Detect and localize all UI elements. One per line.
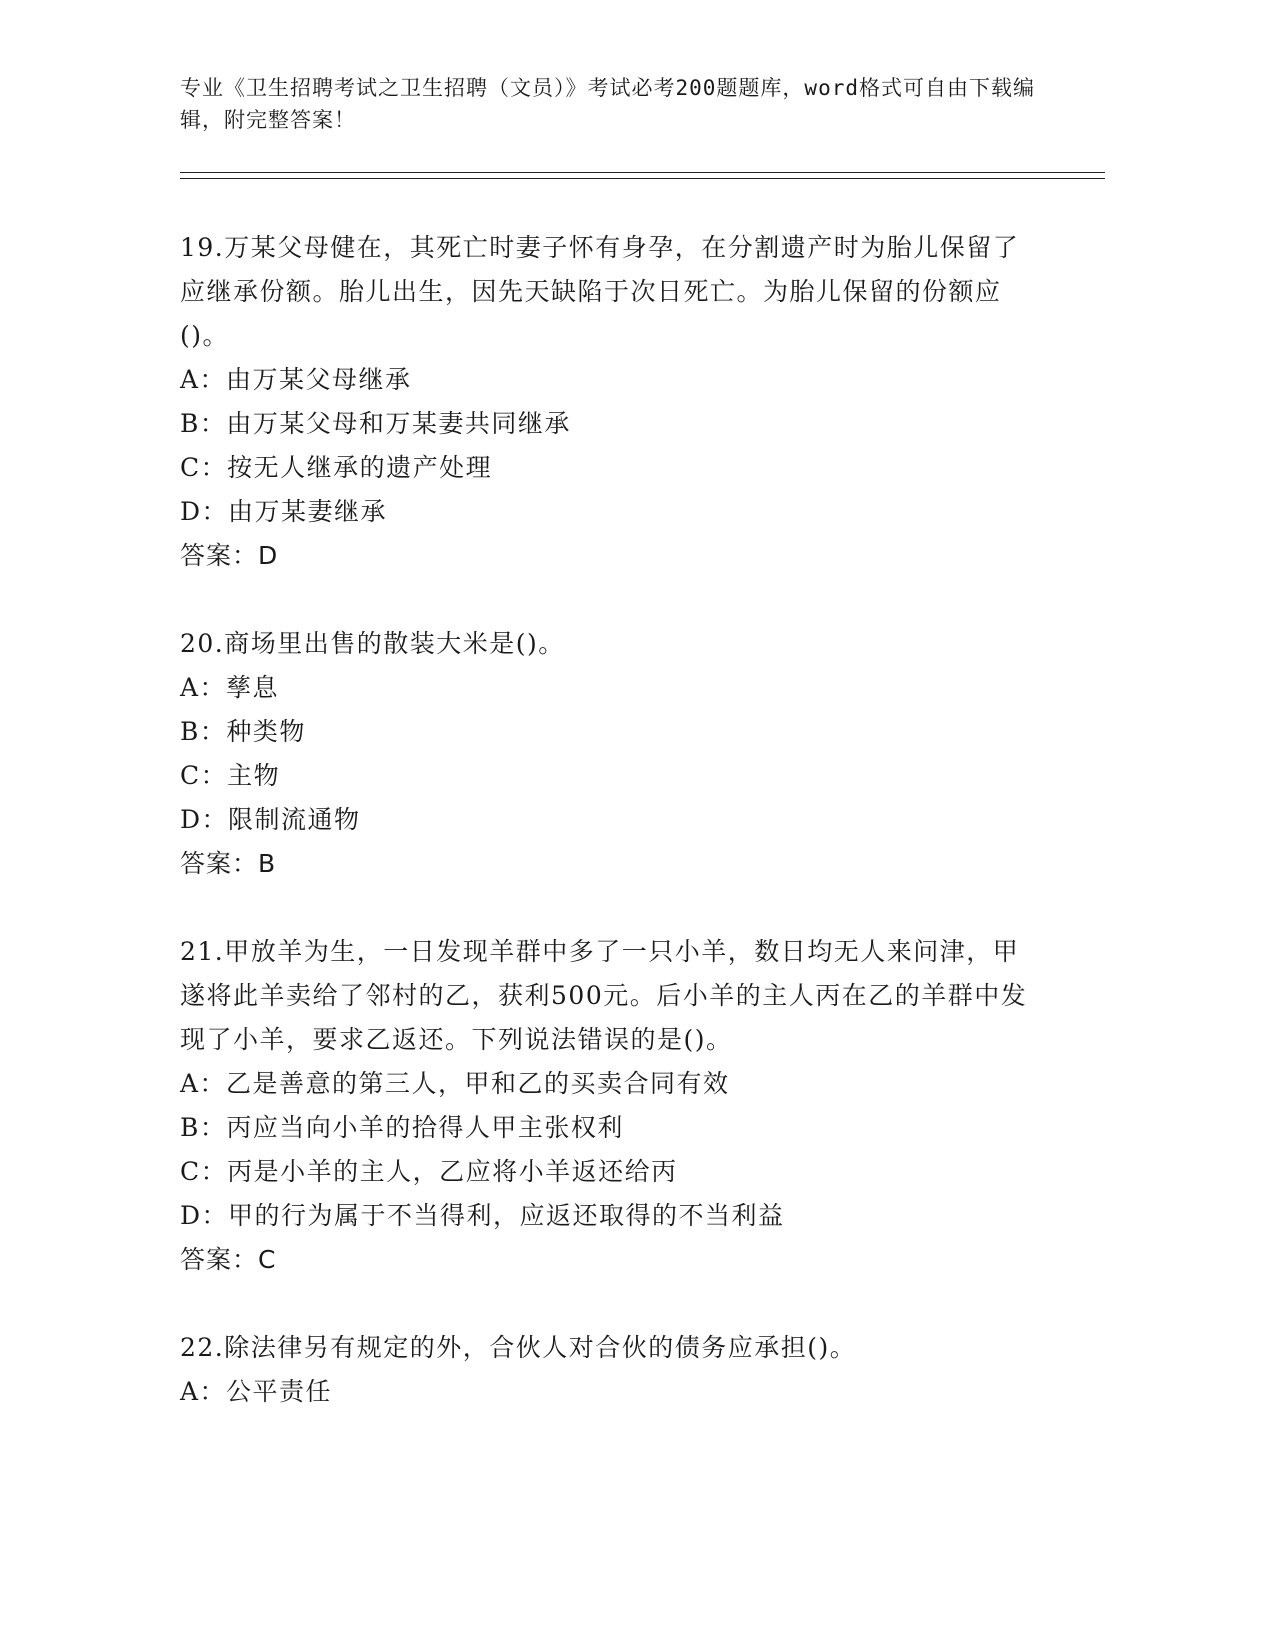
question-22: [180, 1326, 1105, 1414]
answer-line: 答案：C: [180, 1245, 277, 1274]
question-list: [180, 226, 1105, 1458]
question-20: [180, 622, 1105, 886]
option-c: C：丙是小羊的主人，乙应将小羊返还给丙: [180, 1157, 678, 1186]
answer-line: 答案：D: [180, 541, 279, 570]
option-a: A：公平责任: [180, 1377, 333, 1406]
option-a: A：孳息: [180, 673, 280, 702]
header-rule-bottom: [180, 178, 1105, 179]
option-b: B：由万某父母和万某妻共同继承: [180, 409, 571, 438]
option-b: B：种类物: [180, 717, 306, 746]
option-b: B：丙应当向小羊的拾得人甲主张权利: [180, 1113, 624, 1142]
option-a: A：乙是善意的第三人，甲和乙的买卖合同有效: [180, 1069, 730, 1098]
question-19: [180, 226, 1105, 578]
question-text: 22.除法律另有规定的外，合伙人对合伙的债务应承担()。: [180, 1333, 857, 1362]
option-d: D：限制流通物: [180, 805, 361, 834]
question-text: 21.甲放羊为生，一日发现羊群中多了一只小羊，数日均无人来问津，甲遂将此羊卖给了邻村的乙，获利500元。后小羊的主人丙在乙的羊群中发现了小羊，要求乙返还。下列说法错误的是()。: [180, 937, 1028, 1054]
option-c: C：按无人继承的遗产处理: [180, 453, 493, 482]
question-text: 19.万某父母健在，其死亡时妻子怀有身孕，在分割遗产时为胎儿保留了应继承份额。胎儿出生，因先天缺陷于次日死亡。为胎儿保留的份额应()。: [180, 233, 1020, 350]
answer-line: 答案：B: [180, 849, 277, 878]
option-c: C：主物: [180, 761, 281, 790]
option-a: A：由万某父母继承: [180, 365, 412, 394]
option-d: D：由万某妻继承: [180, 497, 388, 526]
question-21: [180, 930, 1105, 1282]
header-rule-top: [180, 172, 1105, 173]
question-text: 20.商场里出售的散装大米是()。: [180, 629, 565, 658]
document-header: 专业《卫生招聘考试之卫生招聘（文员）》考试必考200题题库，word格式可自由下载编辑，附完整答案！: [180, 76, 1035, 132]
option-d: D：甲的行为属于不当得利，应返还取得的不当利益: [180, 1201, 785, 1230]
